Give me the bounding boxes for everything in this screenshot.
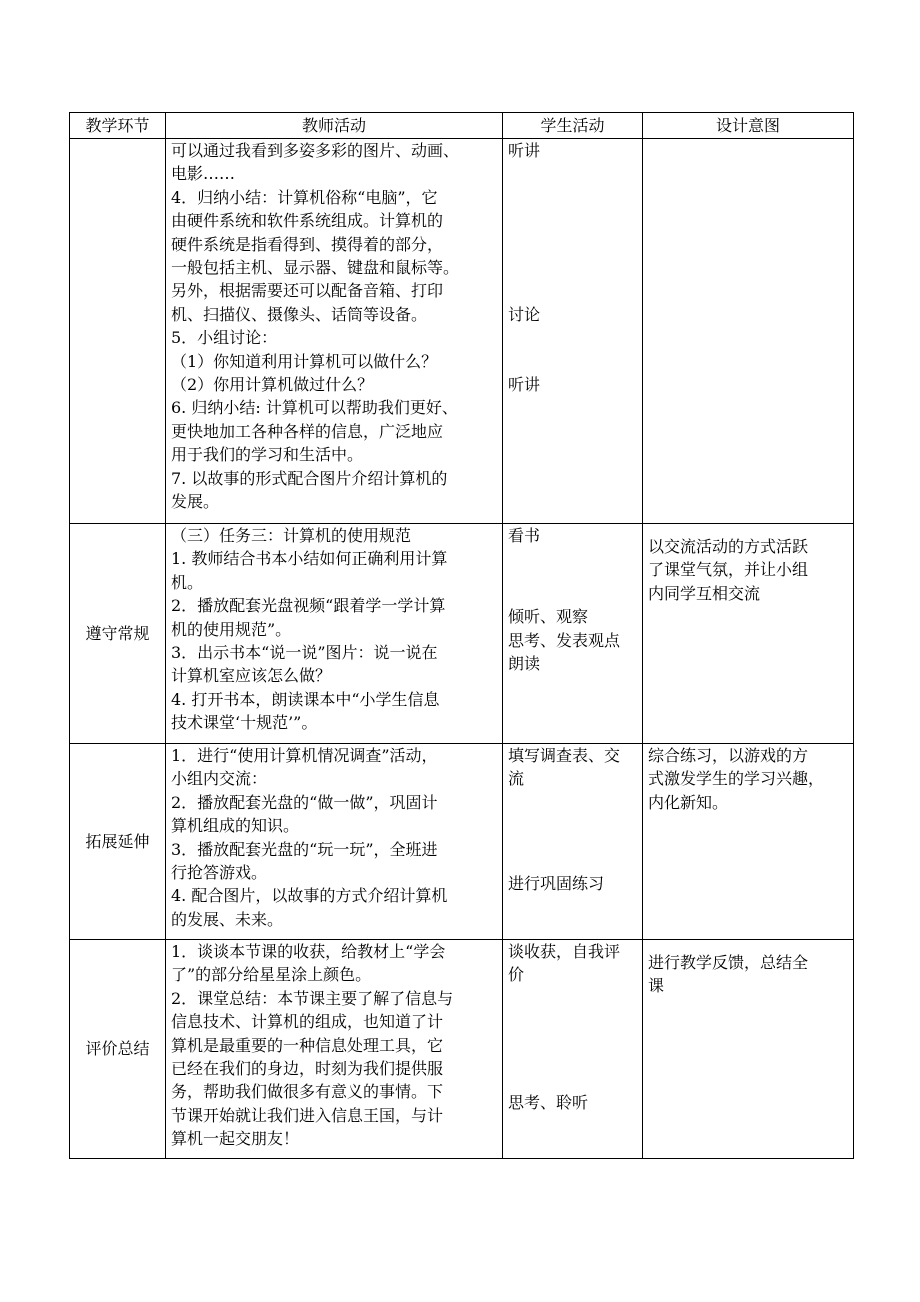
text-line: （三）任务三：计算机的使用规范 [171,526,412,545]
text-line: 行抢答游戏。 [171,863,268,883]
text-line: 7. 以故事的形式配合图片介绍计算机的 [171,468,448,488]
stage-cell: 遵守常规 [70,524,166,744]
spacer [508,547,637,594]
text-line: 综合练习，以游戏的方 [648,746,809,765]
table-row [70,940,854,1159]
text-line: 填写调查表、交 [508,746,621,765]
text-line: 算机一起交朋友！ [171,1129,300,1149]
text-line: 进行巩固练习 [508,874,605,893]
spacer [508,326,637,373]
text-line: 4. 打开书本，朗读课本中“小学生信息 [171,689,440,709]
student-activity-cell [503,139,643,524]
header-stage: 教学环节 [70,113,166,139]
spacer [508,256,637,303]
text-line: 一般包括主机、显示器、键盘和鼠标等。 [171,258,460,278]
text-line: 2．播放配套光盘视频“跟着学一学计算 [171,596,446,616]
text-line: 思考、发表观点 [508,630,621,650]
design-intent-cell [643,524,854,744]
text-line: 小组内交流： [171,769,268,789]
text-line: 3．播放配套光盘的“玩一玩”，全班进 [171,839,438,859]
text-line: 思考、聆听 [508,1093,589,1113]
text-line: 机、扫描仪、摄像头、话筒等设备。 [171,304,428,324]
text-line: 流 [508,769,525,789]
text-line: 计算机室应该怎么做？ [171,666,332,686]
design-intent-cell [643,940,854,1159]
text-line: 倾听、观察 [508,607,589,627]
teacher-activity-cell [166,524,503,744]
text-line: 看书 [508,526,541,545]
student-activity-cell [503,744,643,940]
stage-cell: 拓展延伸 [70,744,166,940]
text-line: 2．课堂总结：本节课主要了解了信息与 [171,988,454,1008]
text-line: 电影…… [171,164,236,184]
spacer [508,1080,637,1091]
spacer [508,861,637,872]
student-activity-cell [503,524,643,744]
text-line: （1）你知道利用计算机可以做什么？ [171,351,438,371]
text-line: （2）你用计算机做过什么？ [171,375,374,395]
text-line: 进行教学反馈，总结全 [648,953,809,972]
text-line: 节课开始就让我们进入信息王国，与计 [171,1105,444,1125]
text-line: 用于我们的学习和生活中。 [171,445,364,465]
text-line: 价 [508,965,525,985]
table-header-row [70,113,854,139]
text-line: 发展。 [171,492,220,512]
text-line: 更快地加工各种各样的信息，广泛地应 [171,421,444,441]
text-line: 谈收获，自我评 [508,942,621,961]
teacher-activity-cell [166,744,503,940]
text-line: 硬件系统是指看得到、摸得着的部分， [171,234,444,254]
text-line: 技术课堂‘十规范’”。 [171,713,318,733]
text-line: 机的使用规范”。 [171,619,292,639]
text-line: 听讲 [508,375,541,394]
text-line: 务，帮助我们做很多有意义的事情。下 [171,1082,444,1102]
header-teacher-activity: 教师活动 [166,113,503,139]
spacer [648,940,848,951]
text-line: 内化新知。 [648,792,729,812]
table-row [70,139,854,524]
text-line: 由硬件系统和软件系统组成。计算机的 [171,211,444,231]
text-line: 内同学互相交流 [648,583,761,603]
text-line: 信息技术、计算机的组成，也知道了计 [171,1012,444,1032]
teacher-activity-cell [166,139,503,524]
text-line: 另外，根据需要还可以配备音箱、打印 [171,281,444,301]
lesson-plan-table [69,112,854,1159]
spacer [648,524,848,535]
header-student-activity: 学生活动 [503,113,643,139]
student-activity-cell [503,940,643,1159]
text-line: 3．出示书本“说一说”图片：说一说在 [171,643,438,663]
spacer [508,162,637,256]
spacer [508,791,637,861]
design-intent-cell [643,139,854,524]
text-line: 1．进行“使用计算机情况调查”活动， [171,746,438,765]
text-line: 朗读 [508,654,541,674]
text-line: 2．播放配套光盘的“做一做”，巩固计 [171,792,438,812]
text-line: 了”的部分给星星涂上颜色。 [171,965,372,985]
spacer [508,594,637,605]
text-line: 以交流活动的方式活跃 [648,537,809,556]
text-line: 1. 教师结合书本小结如何正确利用计算 [171,549,448,569]
stage-cell: 评价总结 [70,940,166,1159]
design-intent-cell [643,744,854,940]
text-line: 听讲 [508,141,541,160]
text-line: 5．小组讨论： [171,328,278,348]
text-line: 算机是最重要的一种信息处理工具，它 [171,1035,444,1055]
text-line: 讨论 [508,304,541,324]
text-line: 4. 配合图片，以故事的方式介绍计算机 [171,886,448,906]
text-line: 了课堂气氛，并让小组 [648,560,809,580]
text-line: 式激发学生的学习兴趣， [648,769,825,789]
teacher-activity-cell [166,940,503,1159]
text-line: 4．归纳小结：计算机俗称“电脑”，它 [171,187,438,207]
table-row [70,524,854,744]
spacer [508,987,637,1081]
text-line: 课 [648,976,665,996]
text-line: 机。 [171,572,204,592]
text-line: 已经在我们的身边，时刻为我们提供服 [171,1059,444,1079]
text-line: 可以通过我看到多姿多彩的图片、动画、 [171,141,460,160]
stage-cell [70,139,166,524]
text-line: 算机组成的知识。 [171,816,300,836]
text-line: 6. 归纳小结: 计算机可以帮助我们更好、 [171,398,458,418]
table-row [70,744,854,940]
text-line: 的发展、未来。 [171,909,284,929]
header-design-intent: 设计意图 [643,113,854,139]
text-line: 1．谈谈本节课的收获，给教材上“学会 [171,942,446,961]
